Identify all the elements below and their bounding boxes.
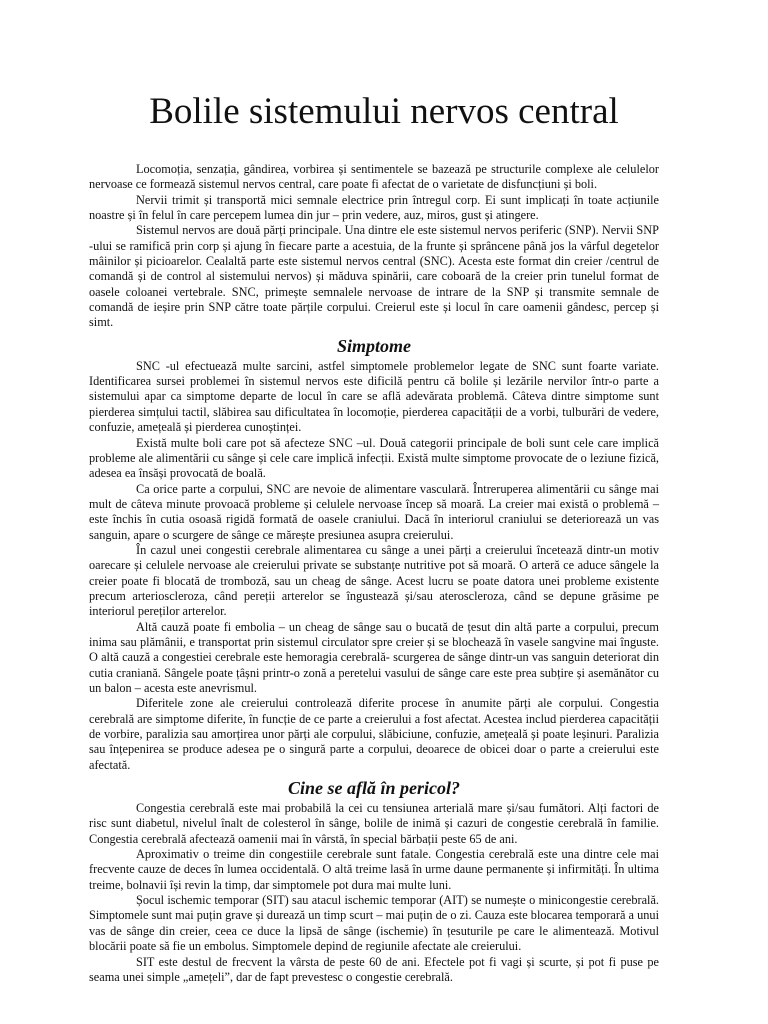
body-paragraph: În cazul unei congestii cerebrale alimentarea cu sânge a unei părți a creierului încetează dintr-un motiv oarecare și celulele nervoase ale creierului private se substanțe nutritive pot să moară. O arteră ce aduce sângele la creier poate fi blocată de tromboză, sau un cheag de sânge. Acest lucru se poate datora unei probleme existente precum arterioscleroza, când pereții arterelor se îngustează și/sau ateroscleroza, când se depune grăsime pe interiorul pereților arterelor. xyxy=(89,542,659,619)
body-paragraph: Altă cauză poate fi embolia – un cheag de sânge sau o bucată de țesut din altă parte a corpului, precum inima sau plămânii, e transportat prin sistemul circulator spre creier și se blochează în vasele sangvine mai înguste. O altă cauză a congestiei cerebrale este hemoragia cerebrală- scurgerea de sânge dintr-un vas sanguin deteriorat din cutia craniană. Sângele poate țâșni printr-o zonă a peretelui vasului de sânge care este prea subțire și asemănător cu un balon – acesta este anevrismul. xyxy=(89,619,659,695)
body-paragraph: Diferitele zone ale creierului controlează diferite procese în anumite părți ale corpului. Congestia cerebrală are simptome diferite, în funcție de ce parte a creierului a fost afectat. Acestea includ pierderea capacității de vorbire, paralizia sau amorțirea unor părți ale corpului, slăbiciune, confuzie, amețeală și poate leșinuri. Paralizia sau înțepenirea se produce adesea pe o singură parte a corpului, deoarece de obicei doar o parte a creierului este afectată. xyxy=(89,696,659,772)
body-paragraph: SIT este destul de frecvent la vârsta de peste 60 de ani. Efectele pot fi vagi și scurte, și pot fi puse pe seama unei simple „amețeli”, dar de fapt prevestesc o congestie cerebrală. xyxy=(89,954,659,984)
document-title: Bolile sistemului nervos central xyxy=(149,91,619,132)
section-heading-simptome: Simptome xyxy=(336,335,411,356)
body-paragraph: Aproximativ o treime din congestiile cerebrale sunt fatale. Congestia cerebrală este una dintre cele mai frecvente cauze de deces în lumea occidentală. O altă treime lasă în urme daune permanente și infirmități. În ultima treime, bolnavii își revin la timp, dar simptomele pot dura mai multe luni. xyxy=(89,847,659,892)
intro-paragraph: Locomoția, senzația, gândirea, vorbirea și sentimentele se bazează pe structurile complexe ale celulelor nervoase ce formează sistemul nervos central, care poate fi afectat de o varietate de disfuncțiuni și boli. xyxy=(89,162,659,192)
body-paragraph: Congestia cerebrală este mai probabilă la cei cu tensiunea arterială mare și/sau fumători. Alți factori de risc sunt diabetul, nivelul înalt de colesterol în sânge, bolile de inimă și cazuri de congestie cerebrală în familie. Congestia cerebrală afectează oamenii mai în vârstă, în special bărbații peste 65 de ani. xyxy=(89,801,659,846)
intro-paragraph: Nervii trimit și transportă mici semnale electrice prin întregul corp. Ei sunt implicați în toate acțiunile noastre și în felul în care percepem lumea din jur – prin vedere, auz, miros, gust și atingere. xyxy=(89,192,659,223)
body-paragraph: Există multe boli care pot să afecteze SNC –ul. Două categorii principale de boli sunt cele care implică probleme ale alimentării cu sânge și cele care implică infecții. Există multe simptome provocate de o leziune fizică, adesea ea însăși provocată de boală. xyxy=(89,435,659,481)
document-body xyxy=(89,162,659,985)
intro-paragraph: Sistemul nervos are două părți principale. Una dintre ele este sistemul nervos periferic (SNP). Nervii SNP -ului se ramifică prin corp și ajung în fiecare parte a acestuia, de la frunte și sprâncene până jos la vârful degetelor mâinilor și picioarelor. Cealaltă parte este sistemul nervos central (SNC). Acesta este format din creier /centrul de comandă și de control al sistemului nervos) și măduva spinării, care coboară de la creier prin tunelul format de oasele coloanei vertebrale. SNC, primește semnalele nervoase de intrare de la SNP și transmite semnale de comandă de ieșire prin SNP către toate părțile corpului. Creierul este și locul în care oamenii gândesc, percep și simt. xyxy=(89,223,659,330)
body-paragraph: Ca orice parte a corpului, SNC are nevoie de alimentare vasculară. Întreruperea alimentării cu sânge mai mult de câteva minute provoacă probleme și celulele nervoase încep să moară. La creier mai există o problemă – este închis în cutia osoasă rigidă formată de oasele craniului. Dacă în interiorul craniului se deteriorează un vas sanguin, apare o scurgere de sânge ce mărește presiunea asupra creierului. xyxy=(89,481,659,542)
body-paragraph: Șocul ischemic temporar (SIT) sau atacul ischemic temporar (AIT) se numește o minicongestie cerebrală. Simptomele sunt mai puțin grave și durează un timp scurt – mai puțin de o zi. Cauza este blocarea temporară a unui vas de sânge din creier, ceea ce duce la lipsă de sânge (ischemie) în țesuturile pe care le alimentează. Motivul blocării poate să fie un embolus. Simptomele depind de regiunile afectate ale creierului. xyxy=(89,893,659,954)
body-paragraph: SNC -ul efectuează multe sarcini, astfel simptomele problemelor legate de SNC sunt foarte variate. Identificarea sursei problemei în sistemul nervos este dificilă pentru că bolile și lezările nervilor într-o parte a sistemului apar ca simptome departe de locul în care se află adevărata problemă. Câteva dintre simptome sunt pierderea simțului tactil, slăbirea sau dificultatea în locomoție, pierderea capacității de a vorbi, tulburări de vedere, confuzie, amețeală și pierderea cunoștinței. xyxy=(89,358,659,435)
section-heading-cine-se-afla-in-pericol: Cine se află în pericol? xyxy=(288,778,460,799)
